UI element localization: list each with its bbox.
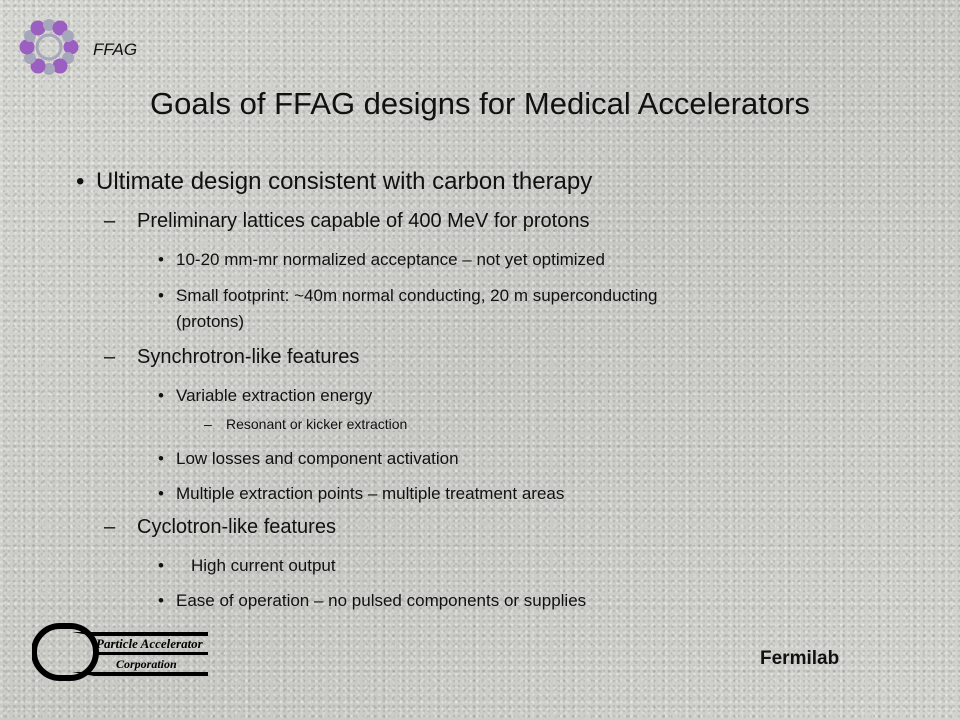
bullet-text: Cyclotron-like features bbox=[137, 516, 336, 538]
bullet-marker: • bbox=[158, 556, 164, 575]
bullet-text: 10-20 mm-mr normalized acceptance – not yet optimized bbox=[176, 250, 605, 269]
bullet-marker: – bbox=[104, 210, 116, 232]
company-name-line2: Corporation bbox=[116, 657, 177, 671]
bullet-text: High current output bbox=[191, 556, 336, 575]
bullet-marker: • bbox=[158, 286, 164, 305]
bullet-text: Small footprint: ~40m normal conducting, 20 m superconducting bbox=[176, 286, 658, 305]
bullet-text: Variable extraction energy bbox=[176, 386, 373, 405]
header-tag: FFAG bbox=[93, 40, 138, 59]
bullet-text: Ease of operation – no pulsed components or supplies bbox=[176, 591, 587, 610]
bullet-marker: • bbox=[158, 484, 164, 503]
bullet-text: Synchrotron-like features bbox=[137, 346, 360, 368]
company-name-line1: Particle Accelerator bbox=[96, 636, 203, 651]
fermilab-label: Fermilab bbox=[760, 648, 840, 669]
bullet-continuation bbox=[176, 312, 244, 332]
slide-title: Goals of FFAG designs for Medical Accelerators bbox=[150, 86, 810, 121]
bullet-marker: – bbox=[204, 416, 212, 432]
bullet-text: (protons) bbox=[176, 312, 245, 331]
bullet-marker: • bbox=[158, 449, 164, 468]
bullet-text: Ultimate design consistent with carbon therapy bbox=[96, 168, 593, 195]
bullet-marker: • bbox=[158, 591, 164, 610]
bullet-marker: – bbox=[104, 346, 116, 368]
bullet-marker: • bbox=[76, 168, 85, 195]
bullet-text: Resonant or kicker extraction bbox=[226, 416, 408, 432]
bullet-marker: • bbox=[158, 250, 164, 269]
bullet-text: Low losses and component activation bbox=[176, 449, 459, 468]
bullet-marker: • bbox=[158, 386, 164, 405]
particle-accelerator-corporation-logo bbox=[32, 622, 210, 682]
bullet-marker: – bbox=[104, 516, 116, 538]
bullet-text: Multiple extraction points – multiple treatment areas bbox=[176, 484, 565, 503]
bullet-text: Preliminary lattices capable of 400 MeV for protons bbox=[137, 210, 590, 232]
